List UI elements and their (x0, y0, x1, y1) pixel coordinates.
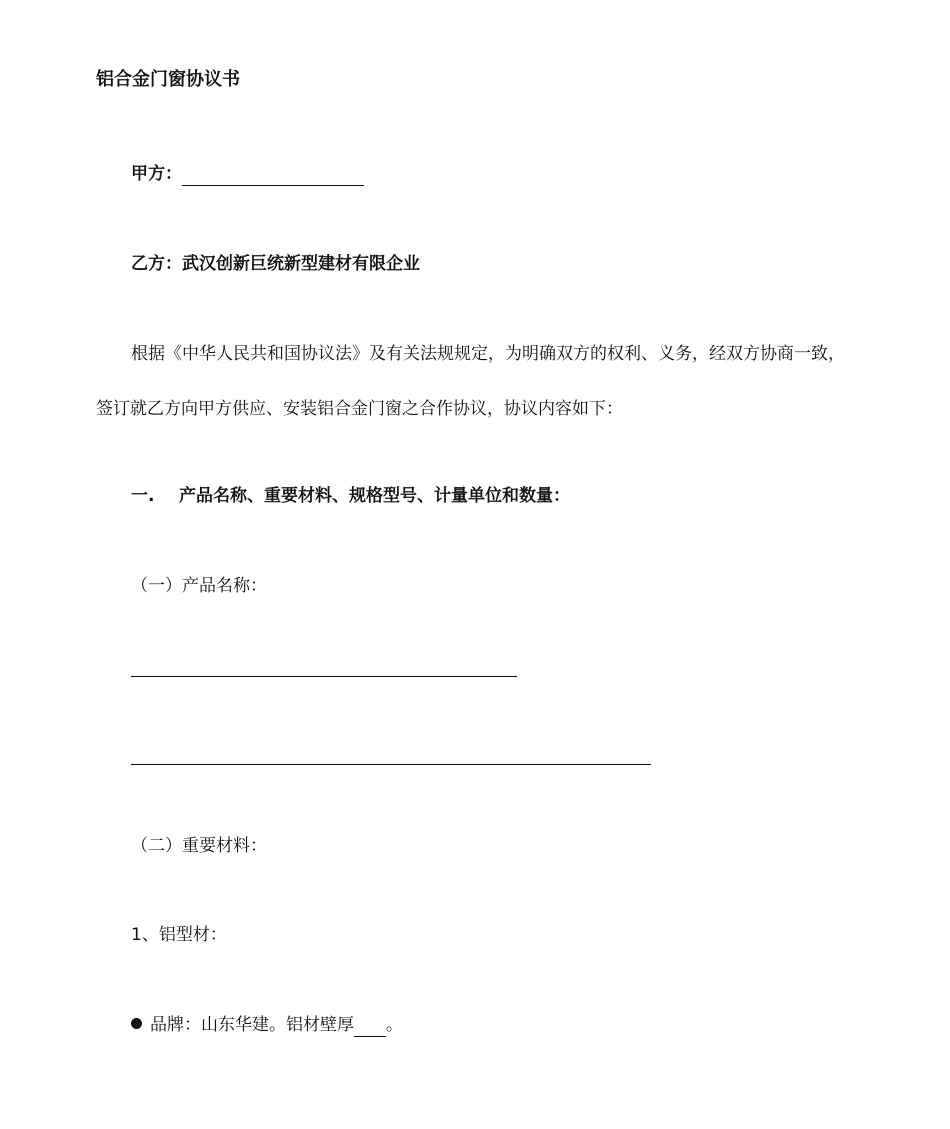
item-aluminum-profile: 1、铝型材： (131, 925, 227, 945)
bullet-icon (131, 1018, 142, 1029)
party-b-line (131, 252, 420, 276)
party-b-name: 武汉创新巨统新型建材有限企业 (182, 254, 420, 274)
section-heading-1 (131, 484, 570, 508)
bullet-item-brand (131, 1013, 403, 1037)
wall-thickness-blank (354, 1018, 386, 1037)
subsection-main-materials: （二）重要材料： (131, 836, 267, 856)
bullet-text: 品牌：山东华建。铝材壁厚 (150, 1015, 354, 1035)
intro-paragraph-line-2: 签订就乙方向甲方供应、安装铝合金门窗之合作协议，协议内容如下： (96, 399, 623, 419)
subsection-product-name: （一）产品名称： (131, 576, 267, 596)
document-title: 铝合金门窗协议书 (96, 69, 240, 90)
blank-line-1 (131, 676, 517, 677)
party-a-label: 甲方： (131, 164, 182, 184)
blank-line-2 (131, 764, 651, 765)
section-heading-text: 产品名称、重要材料、规格型号、计量单位和数量： (179, 486, 570, 506)
section-number: 一. (131, 486, 155, 506)
bullet-text-end: 。 (386, 1015, 403, 1035)
party-a-line (131, 162, 364, 186)
party-b-label: 乙方： (131, 254, 182, 274)
party-a-blank (182, 167, 364, 186)
intro-paragraph-line-1: 根据《中华人民共和国协议法》及有关法规规定，为明确双方的权利、义务，经双方协商一致， (131, 344, 845, 364)
